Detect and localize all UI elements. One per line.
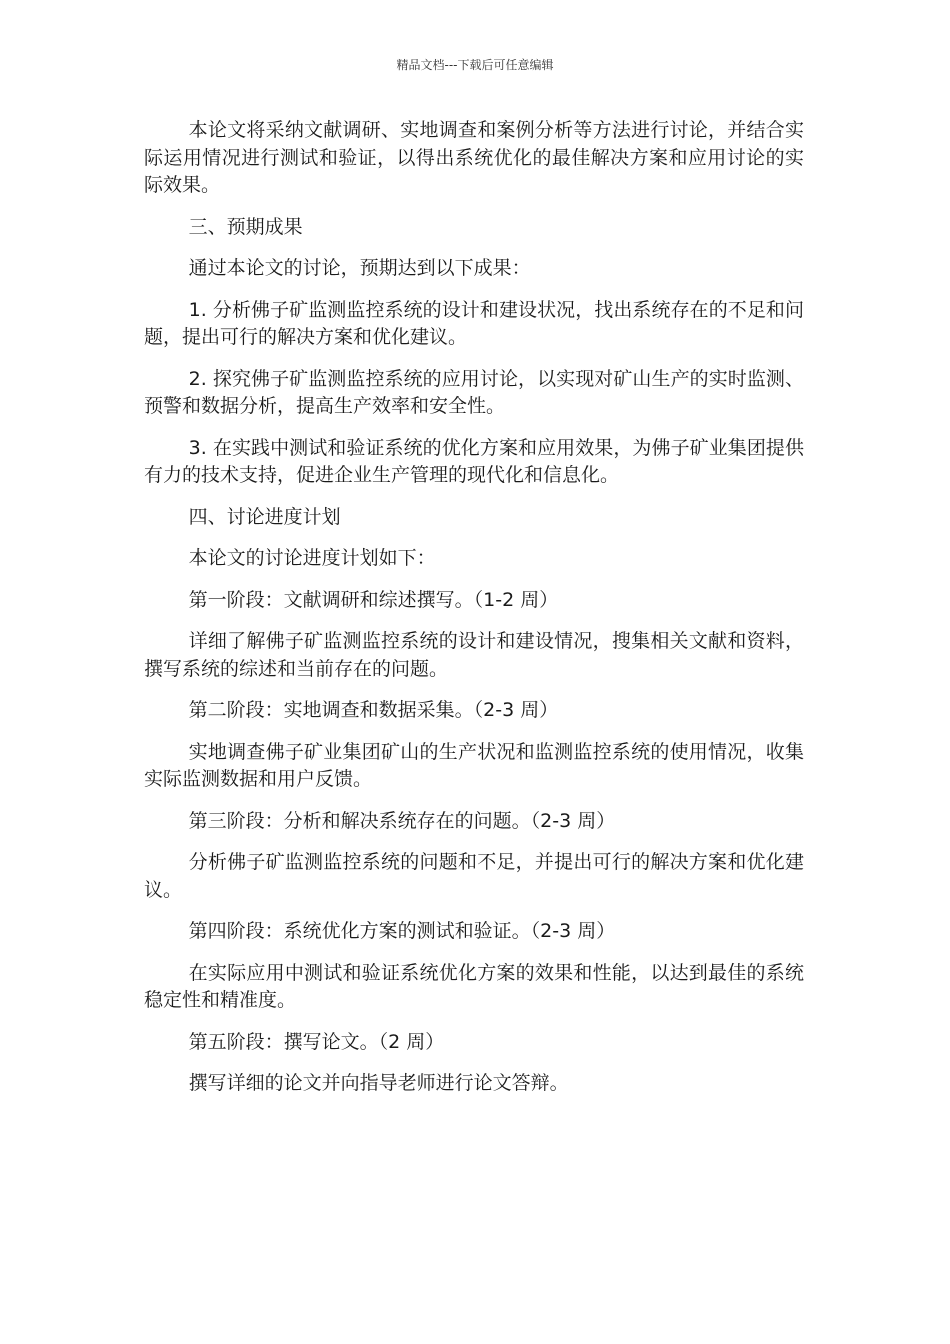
stage-4-title: 第四阶段：系统优化方案的测试和验证。（2-3 周） [188, 920, 616, 942]
section-heading-schedule: 四、讨论进度计划 [188, 505, 341, 528]
list-item-result-1: 1. 分析佛子矿监测监控系统的设计和建设状况，找出系统存在的不足和问题，提出可行的解决方案和优化建议。 [144, 298, 804, 348]
stage-1-title: 第一阶段：文献调研和综述撰写。（1-2 周） [188, 588, 559, 611]
list-item-result-2: 2. 探究佛子矿监测监控系统的应用讨论，以实现对矿山生产的实时监测、预警和数据分析，提高生产效率和安全性。 [144, 367, 804, 417]
stage-5-title: 第五阶段：撰写论文。（2 周） [188, 1030, 445, 1053]
stage-2-title: 第二阶段：实地调查和数据采集。（2-3 周） [188, 699, 559, 721]
stage-4-description: 在实际应用中测试和验证系统优化方案的效果和性能，以达到最佳的系统稳定性和精准度。 [144, 961, 804, 1011]
stage-5-description: 撰写详细的论文并向指导老师进行论文答辩。 [188, 1072, 569, 1094]
stage-1-description: 详细了解佛子矿监测监控系统的设计和建设情况，搜集相关文献和资料，撰写系统的综述和当前存在的问题。 [144, 630, 804, 680]
paragraph-methods: 本论文将采纳文献调研、实地调查和案例分析等方法进行讨论，并结合实际运用情况进行测试和验证，以得出系统优化的最佳解决方案和应用讨论的实际效果。 [144, 119, 804, 196]
document-body [144, 117, 804, 1112]
section-heading-expected-results: 三、预期成果 [188, 215, 303, 238]
stage-2-description: 实地调查佛子矿业集团矿山的生产状况和监测监控系统的使用情况，收集实际监测数据和用户反馈。 [144, 740, 804, 790]
stage-3-description: 分析佛子矿监测监控系统的问题和不足，并提出可行的解决方案和优化建议。 [144, 851, 804, 901]
stage-3-title: 第三阶段：分析和解决系统存在的问题。（2-3 周） [188, 809, 616, 832]
paragraph-results-intro: 通过本论文的讨论，预期达到以下成果： [188, 257, 531, 279]
page-header: 精品文档---下载后可任意编辑 [396, 58, 554, 72]
paragraph-schedule-intro: 本论文的讨论进度计划如下： [188, 547, 436, 569]
list-item-result-3: 3. 在实践中测试和验证系统的优化方案和应用效果，为佛子矿业集团提供有力的技术支持，促进企业生产管理的现代化和信息化。 [144, 436, 804, 486]
